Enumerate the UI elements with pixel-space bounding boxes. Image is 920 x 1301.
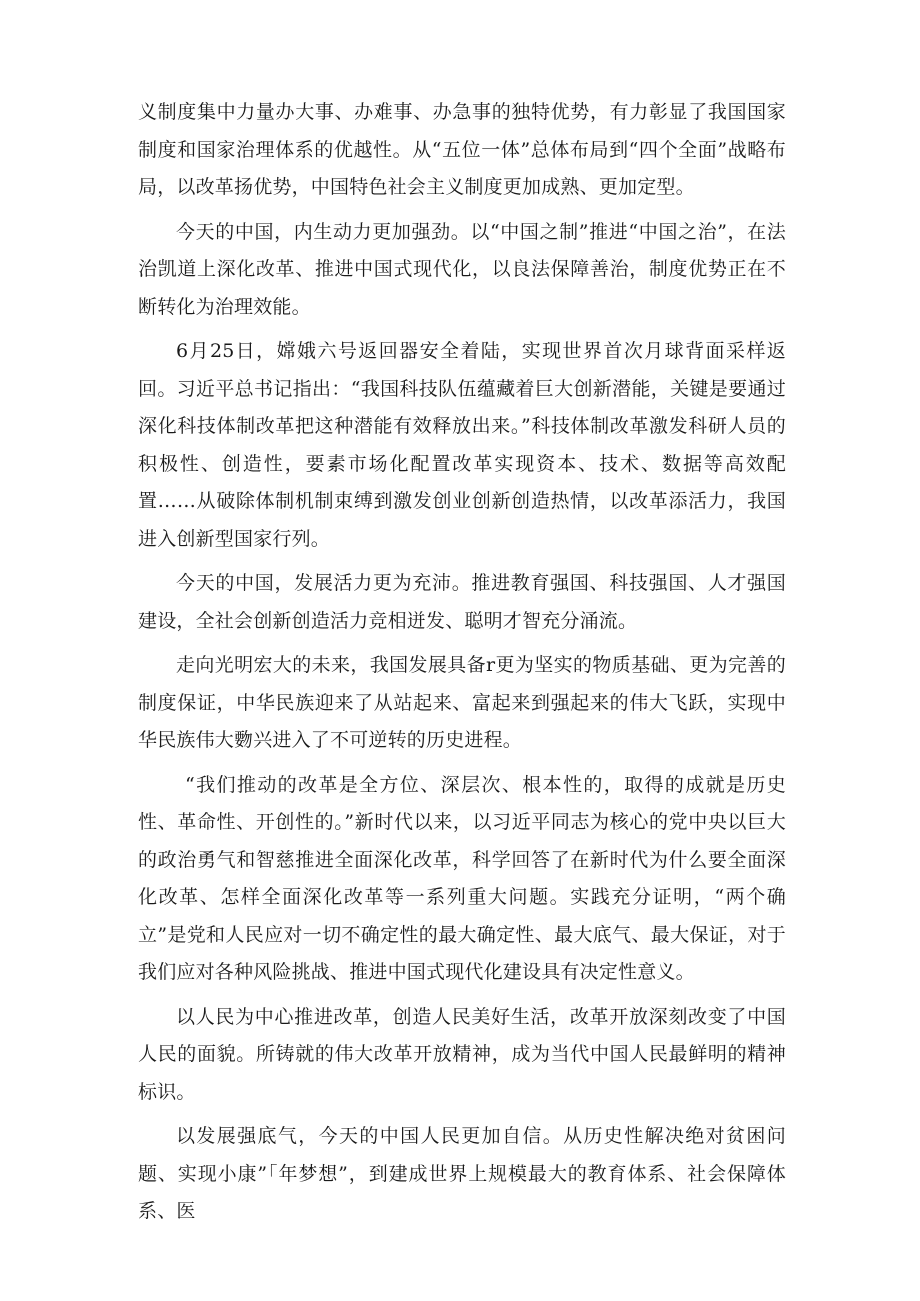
paragraph-development-vitality: 今天的中国，发展活力更为充沛。推进教育强国、科技强国、人才强国建设，全社会创新创造活力竞相迸发、聪明才智充分涌流。 (138, 572, 786, 632)
paragraph-people-centered: 以人民为中心推进改革，创造人民美好生活，改革开放深刻改变了中国人民的面貌。所铸就的伟大改革开放精神，成为当代中国人民最鲜明的精神标识。 (138, 1005, 786, 1103)
paragraph-bright-future: 走向光明宏大的未来，我国发展具备r更为坚实的物质基础、更为完善的制度保证，中华民族迎来了从站起来、富起来到强起来的伟大飞跃，实现中华民族伟大覅兴进入了不可逆转的历史进程。 (138, 654, 786, 751)
paragraph-change6-return: 6月25日，嫦娥六号返回器安全着陆，实现世界首次月球背面采样返回。习近平总书记指出：“我国科技队伍蕴藏着巨大创新潜能，关键是要通过深化科技体制改革把这种潜能有效释放出来。”科技体制改革激发科研人员的积极性、创造性，要素市场化配置改革实现资本、技术、数据等高效配置……从破除体制机制束缚到激发创业创新创造热情，以改革添活力，我国进入创新型国家行列。 (138, 340, 786, 550)
paragraph-internal-momentum: 今天的中国，内生动力更加强劲。以“中国之制”推进“中国之治”，在法治凯道上深化改革、推进中国式现代化，以良法保障善治，制度优势正在不断转化为治理效能。 (138, 220, 786, 318)
paragraph-institutional-advantage: 义制度集中力量办大事、办难事、办急事的独特优势，有力彰显了我国国家制度和国家治理体系的优越性。从“五位一体”总体布局到“四个全面”战略布局，以改革扬优势，中国特色社会主义制度更加成熟、更加定型。 (138, 101, 786, 198)
document-body (138, 94, 786, 1238)
paragraph-confidence: 以发展强底气，今天的中国人民更加自信。从历史性解决绝对贫困问题、实现小康”「年梦想”，到建成世界上规模最大的教育体系、社会保障体系、医 (138, 1125, 786, 1222)
paragraph-comprehensive-reform: “我们推动的改革是全方位、深层次、根本性的，取得的成就是历史性、革命性、开创性的。”新时代以来，以习近平同志为核心的党中央以巨大的政治勇气和智慈推进全面深化改革，科学回答了在新时代为什么要全面深化改革、怎样全面深化改革等一系列重大问题。实践充分证明，“两个确立”是党和人民应对一切不确定性的最大确定性、最大底气、最大保证，对于我们应对各种风险挑战、推进中国式现代化建设具有决定性意义。 (138, 773, 786, 983)
